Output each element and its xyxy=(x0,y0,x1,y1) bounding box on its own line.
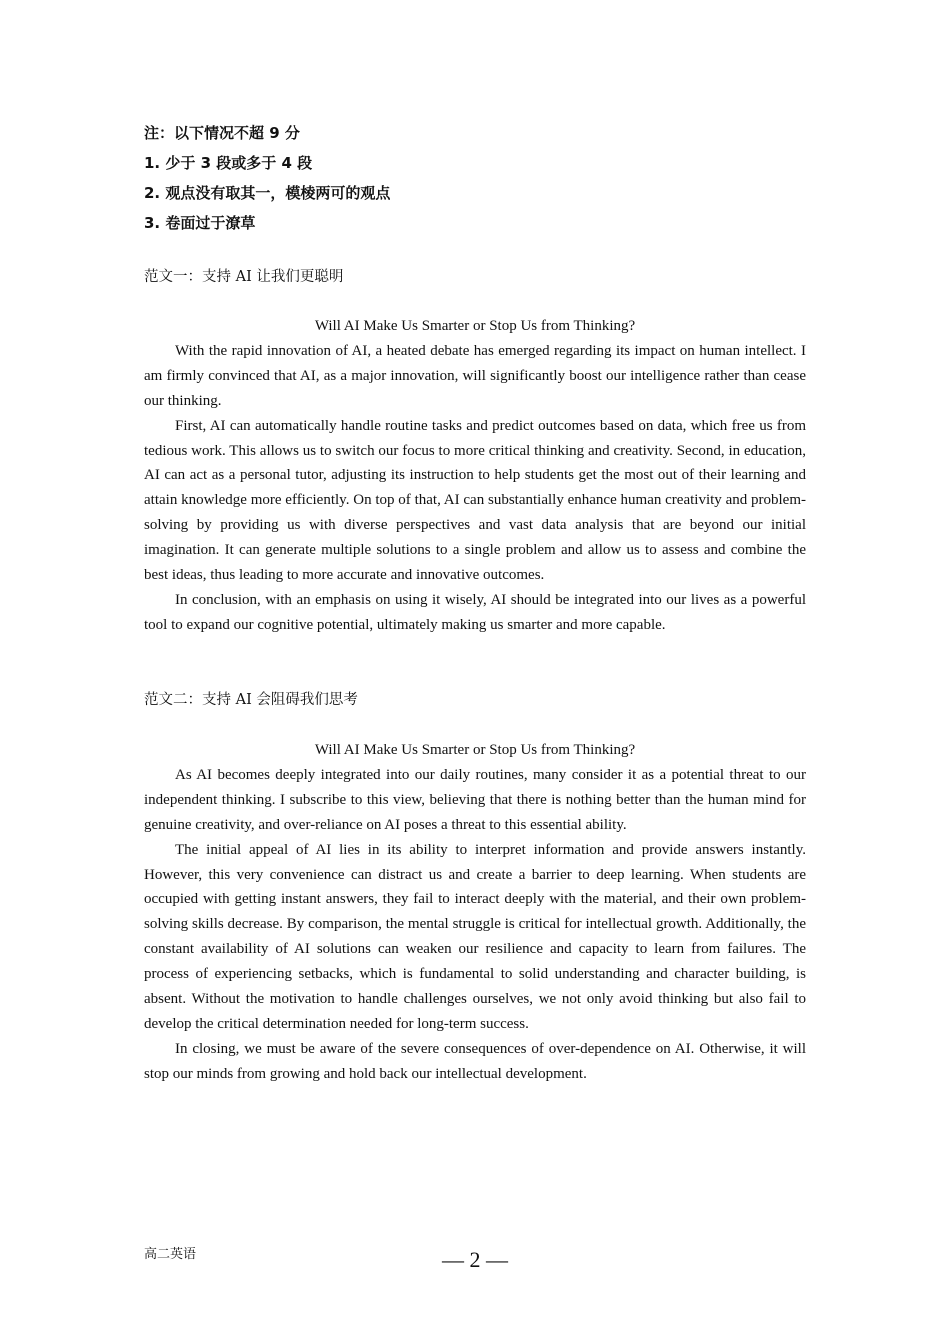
scoring-notes xyxy=(144,118,804,238)
essay-1-title: Will AI Make Us Smarter or Stop Us from Thinking? xyxy=(314,318,636,334)
essay-2-title: Will AI Make Us Smarter or Stop Us from Thinking? xyxy=(314,742,636,758)
note-item-2: 2. 观点没有取其一，模棱两可的观点 xyxy=(144,184,391,202)
essay-2-label: 范文二：支持 AI 会阻碍我们思考 xyxy=(144,692,358,708)
note-item-1: 1. 少于 3 段或多于 4 段 xyxy=(144,154,313,172)
essay-2-paragraph-1: As AI becomes deeply integrated into our daily routines, many consider it as a potential threat to our independent thinking. I subscribe to this view, believing that there is nothing better than the human mind for genuine creativity, and over-reliance on AI poses a threat to this essential ability. xyxy=(144,766,806,833)
essay-1-paragraph-3: In conclusion, with an emphasis on using it wisely, AI should be integrated into our lives as a powerful tool to expand our cognitive potential, ultimately making us smarter and more capable. xyxy=(144,591,806,633)
essay-2-paragraph-2: The initial appeal of AI lies in its ability to interpret information and provide answers instantly. However, this very convenience can distract us and create a barrier to deep learning. When students are occupied with getting instant answers, they fail to interact deeply with the material, and their own problem-solving skills decrease. By comparison, the mental struggle is critical for intellectual growth. Additionally, the constant availability of AI solutions can weaken our resilience and capacity to learn from failures. The process of experiencing setbacks, which is fundamental to solid understanding and character building, is absent. Without the motivation to handle challenges ourselves, we not only avoid thinking but also fail to develop the critical determination needed for long-term success. xyxy=(144,841,806,1032)
essay-1-label: 范文一：支持 AI 让我们更聪明 xyxy=(144,269,344,285)
note-item-3: 3. 卷面过于潦草 xyxy=(144,214,256,232)
essay-1-paragraph-1: With the rapid innovation of AI, a heated debate has emerged regarding its impact on human intellect. I am firmly convinced that AI, as a major innovation, will significantly boost our intelligence rather than cease our thinking. xyxy=(144,342,806,409)
page-number: — 2 — xyxy=(442,1247,508,1272)
essay-2-paragraph-3: In closing, we must be aware of the severe consequences of over-dependence on AI. Otherwise, it will stop our minds from growing and hold back our intellectual development. xyxy=(144,1040,806,1082)
essay-1-paragraph-2: First, AI can automatically handle routine tasks and predict outcomes based on data, which free us from tedious work. This allows us to switch our focus to more critical thinking and creativity. Second, in education, AI can act as a personal tutor, adjusting its instruction to help students get the most out of their learning and attain knowledge more efficiently. On top of that, AI can substantially enhance human creativity and problem-solving by providing us with diverse perspectives and vast data analysis that are beyond our initial imagination. It can generate multiple solutions to a single problem and allow us to assess and combine the best ideas, thus leading to more accurate and innovative outcomes. xyxy=(144,417,806,584)
footer-subject: 高二英语 xyxy=(144,1247,197,1262)
notes-heading: 注：以下情况不超 9 分 xyxy=(144,124,300,142)
essay-1 xyxy=(144,314,806,638)
essay-2 xyxy=(144,738,806,1087)
